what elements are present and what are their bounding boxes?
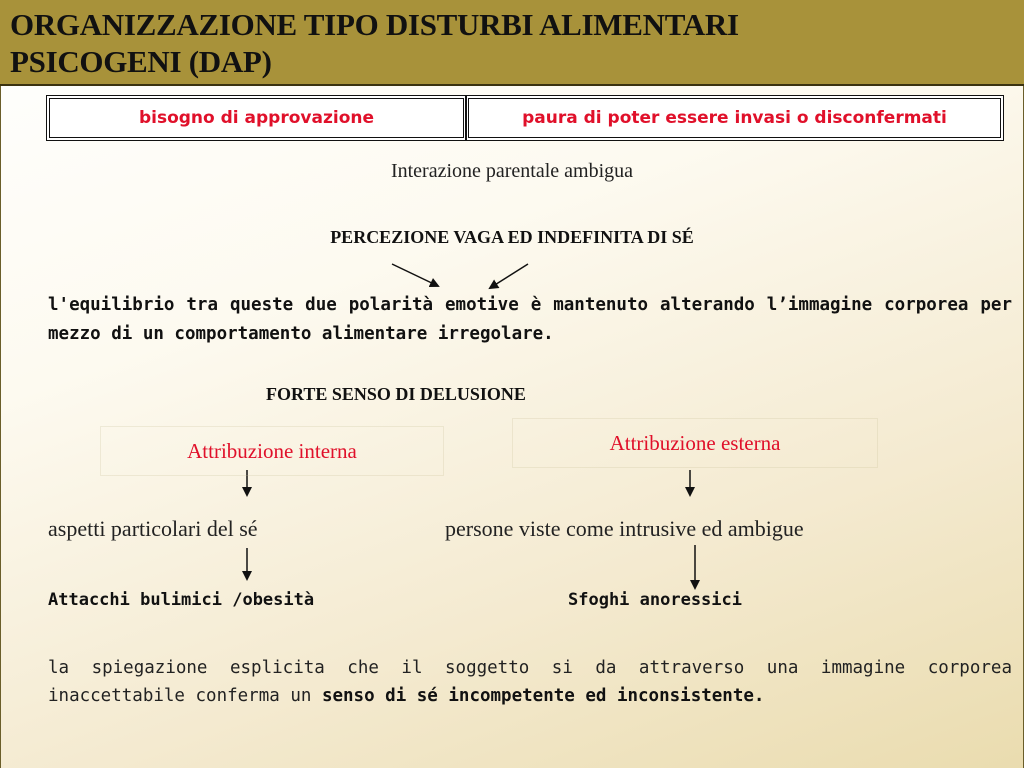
anorexic-outbursts-text: Sfoghi anoressici: [568, 590, 742, 610]
arrow-left-diagonal: [392, 264, 438, 286]
equilibrium-paragraph: l'equilibrio tra queste due polarità emotive è mantenuto alterando l’immagine corporea per mezzo di un comportamento alimentare irregolare.: [48, 295, 1012, 344]
internal-attribution-box: [100, 426, 444, 476]
self-aspects-text: aspetti particolari del sé: [48, 516, 258, 541]
explanation-bold-text: senso di sé incompetente ed inconsistente.: [321, 686, 765, 706]
disappointment-heading: FORTE SENSO DI DELUSIONE: [266, 384, 526, 404]
title-line-2: PSICOGENI (DAP): [10, 44, 272, 79]
slide-header: [0, 0, 1024, 86]
explanation-paragraph: [48, 654, 1012, 710]
bulimic-attacks-text: Attacchi bulimici /obesità: [48, 590, 315, 610]
title-line-1: ORGANIZZAZIONE TIPO DISTURBI ALIMENTARI: [10, 7, 739, 42]
external-attribution-label: Attribuzione esterna: [609, 430, 781, 455]
polarities-table: [46, 95, 1004, 141]
polarity-approval-box: bisogno di approvazione: [46, 95, 466, 141]
intrusive-people-text: persone viste come intrusive ed ambigue: [445, 516, 804, 541]
self-perception-heading: PERCEZIONE VAGA ED INDEFINITA DI SÉ: [330, 227, 694, 247]
explanation-text: la spiegazione esplicita che il soggetto si da attraverso una immagine corporea inaccettabile conferma un: [48, 658, 1012, 706]
polarity-fear-box: paura di poter essere invasi o disconfermati: [466, 95, 1004, 141]
arrow-right-diagonal: [490, 264, 528, 288]
slide-title: [10, 6, 1010, 80]
internal-attribution-label: Attribuzione interna: [187, 438, 357, 463]
parental-interaction-text: Interazione parentale ambigua: [390, 160, 634, 182]
external-attribution-box: [512, 418, 878, 468]
frame-left-border: [0, 86, 1, 768]
